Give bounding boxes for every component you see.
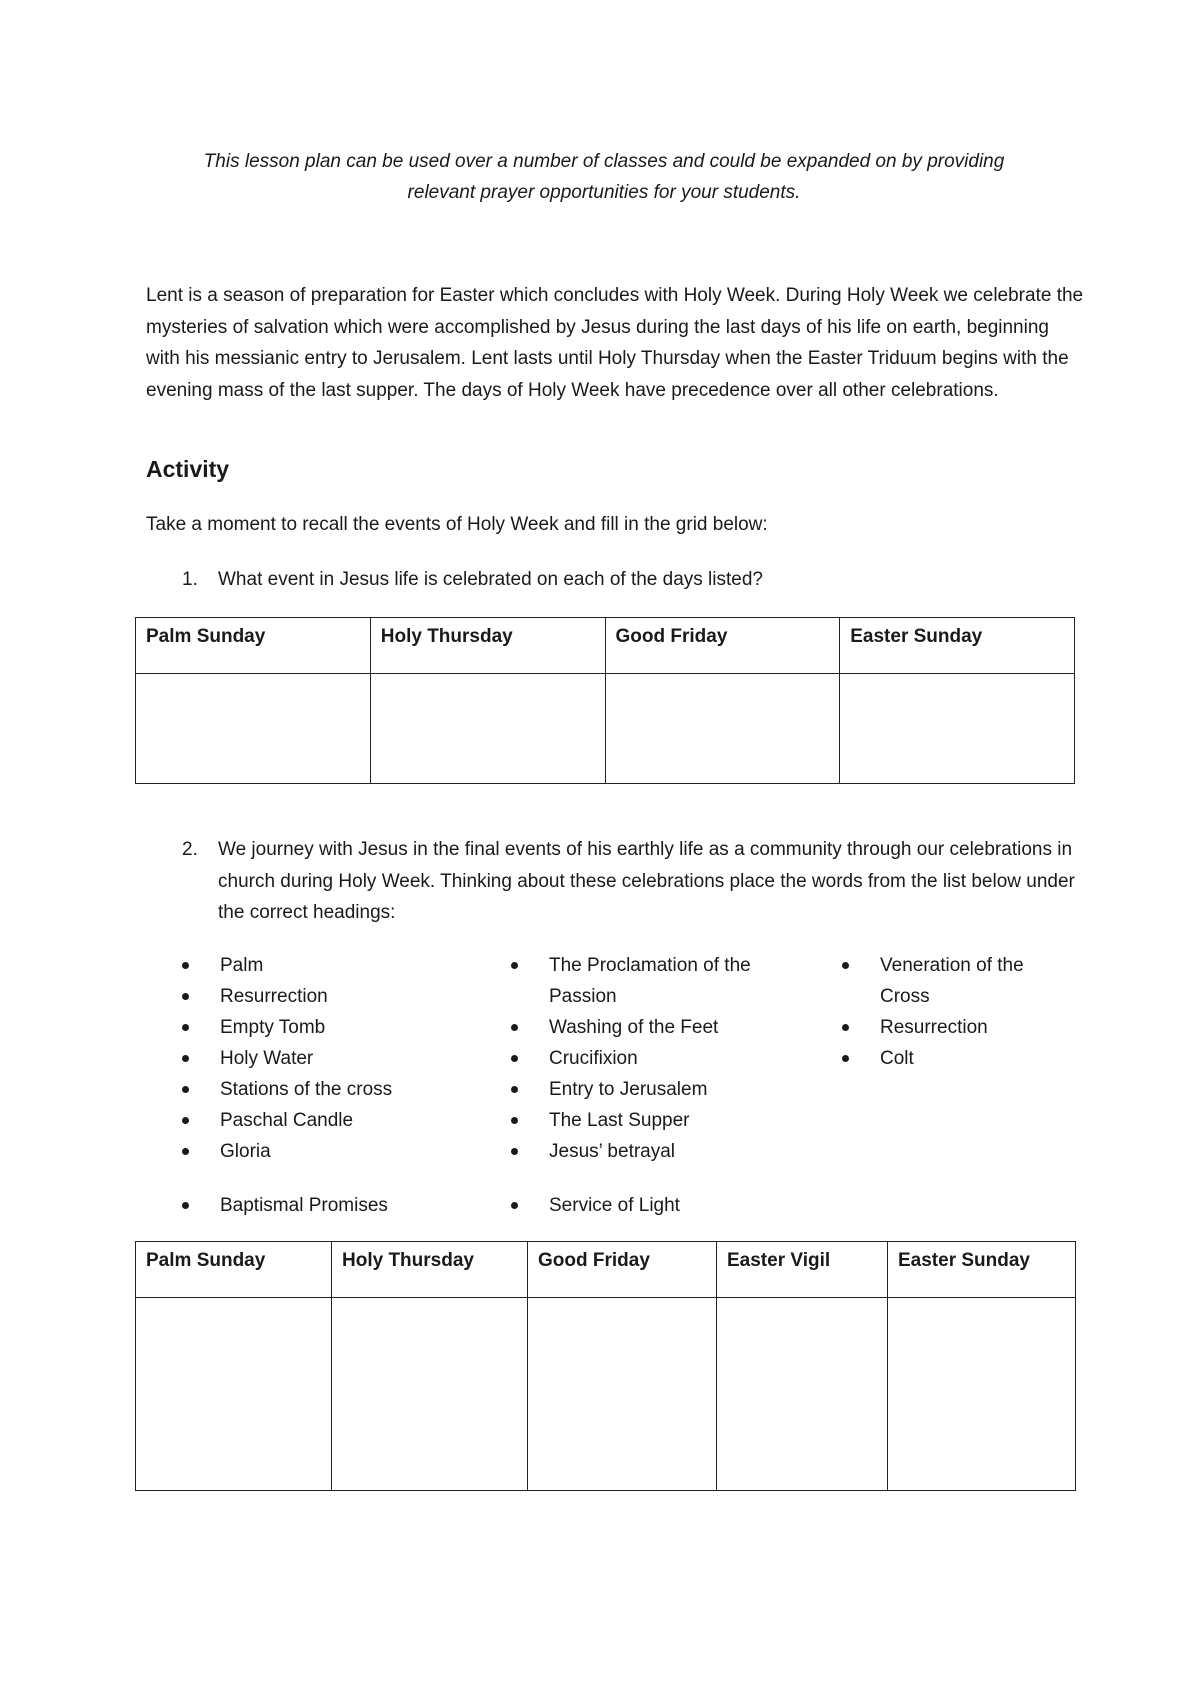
list-item: Service of Light	[511, 1190, 811, 1221]
list-item: Stations of the cross	[182, 1074, 482, 1105]
word-list-extra-col-2	[511, 1190, 811, 1221]
table1-header-holy-thursday: Holy Thursday	[370, 618, 605, 674]
bullet-icon	[511, 962, 518, 969]
list-item: Paschal Candle	[182, 1105, 482, 1136]
bullet-icon	[842, 1055, 849, 1062]
word-list-col-3	[842, 950, 1072, 1074]
question-2	[146, 834, 1076, 929]
list-item: The Last Supper	[511, 1105, 761, 1136]
table2-header-easter-vigil: Easter Vigil	[717, 1242, 888, 1298]
table2-cell[interactable]	[332, 1298, 528, 1491]
table2-header-palm-sunday: Palm Sunday	[136, 1242, 332, 1298]
table1-cell[interactable]	[840, 674, 1075, 784]
table1-header-good-friday: Good Friday	[605, 618, 840, 674]
list-item: Resurrection	[182, 981, 482, 1012]
intro-line-2: relevant prayer opportunities for your students.	[407, 182, 801, 203]
table1-cell[interactable]	[370, 674, 605, 784]
list-item: Palm	[182, 950, 482, 981]
bullet-icon	[182, 993, 189, 1000]
activity-instruction: Take a moment to recall the events of Holy Week and fill in the grid below:	[146, 514, 768, 535]
list-item: Holy Water	[182, 1043, 482, 1074]
question-2-text: We journey with Jesus in the final events of his earthly life as a community through our celebrations in church during Holy Week. Thinking about these celebrations place the words from the list below under the correct headings:	[218, 839, 1075, 923]
bullet-icon	[842, 1024, 849, 1031]
list-item: Jesus’ betrayal	[511, 1136, 761, 1167]
bullet-icon	[182, 1202, 189, 1209]
bullet-icon	[511, 1055, 518, 1062]
table2-cell[interactable]	[528, 1298, 717, 1491]
list-item: Crucifixion	[511, 1043, 761, 1074]
table2-header-easter-sunday: Easter Sunday	[888, 1242, 1076, 1298]
table1-cell[interactable]	[136, 674, 371, 784]
list-item: Resurrection	[842, 1012, 1072, 1043]
bullet-icon	[182, 1148, 189, 1155]
list-item: Colt	[842, 1043, 1072, 1074]
question-2-number: 2.	[182, 839, 198, 860]
intro-line-1: This lesson plan can be used over a number of classes and could be expanded on by providing	[203, 151, 1005, 172]
question-1-text: What event in Jesus life is celebrated on each of the days listed?	[218, 569, 763, 590]
bullet-icon	[182, 1055, 189, 1062]
question-1-number: 1.	[182, 569, 198, 590]
table2-cell[interactable]	[136, 1298, 332, 1491]
table2-cell[interactable]	[717, 1298, 888, 1491]
list-item: The Proclamation of the Passion	[511, 950, 761, 1012]
table1-header-easter-sunday: Easter Sunday	[840, 618, 1075, 674]
days-table	[135, 617, 1075, 784]
bullet-icon	[511, 1202, 518, 1209]
bullet-icon	[182, 962, 189, 969]
list-item: Entry to Jerusalem	[511, 1074, 761, 1105]
bullet-icon	[511, 1148, 518, 1155]
table1-cell[interactable]	[605, 674, 840, 784]
bullet-icon	[511, 1086, 518, 1093]
list-item: Gloria	[182, 1136, 482, 1167]
celebrations-table	[135, 1241, 1076, 1491]
table1-header-palm-sunday: Palm Sunday	[136, 618, 371, 674]
word-list-extra-col-1	[182, 1190, 482, 1221]
word-list-col-2	[511, 950, 761, 1167]
list-item: Washing of the Feet	[511, 1012, 761, 1043]
bullet-icon	[182, 1024, 189, 1031]
list-item: Empty Tomb	[182, 1012, 482, 1043]
table2-header-holy-thursday: Holy Thursday	[332, 1242, 528, 1298]
intro-note	[146, 146, 1062, 208]
table2-cell[interactable]	[888, 1298, 1076, 1491]
lent-paragraph: Lent is a season of preparation for Easter which concludes with Holy Week. During Holy Week we celebrate the mysteries of salvation which were accomplished by Jesus during the last days of his life on earth, beginning with his messianic entry to Jerusalem. Lent lasts until Holy Thursday when the Easter Triduum begins with the evening mass of the last supper. The days of Holy Week have precedence over all other celebrations.	[146, 285, 1084, 401]
table2-header-good-friday: Good Friday	[528, 1242, 717, 1298]
word-list-col-1	[182, 950, 482, 1167]
list-item: Baptismal Promises	[182, 1190, 482, 1221]
activity-heading: Activity	[146, 456, 230, 482]
bullet-icon	[842, 962, 849, 969]
question-1	[146, 564, 1076, 596]
bullet-icon	[182, 1086, 189, 1093]
bullet-icon	[511, 1024, 518, 1031]
list-item: Veneration of the Cross	[842, 950, 1072, 1012]
bullet-icon	[182, 1117, 189, 1124]
bullet-icon	[511, 1117, 518, 1124]
